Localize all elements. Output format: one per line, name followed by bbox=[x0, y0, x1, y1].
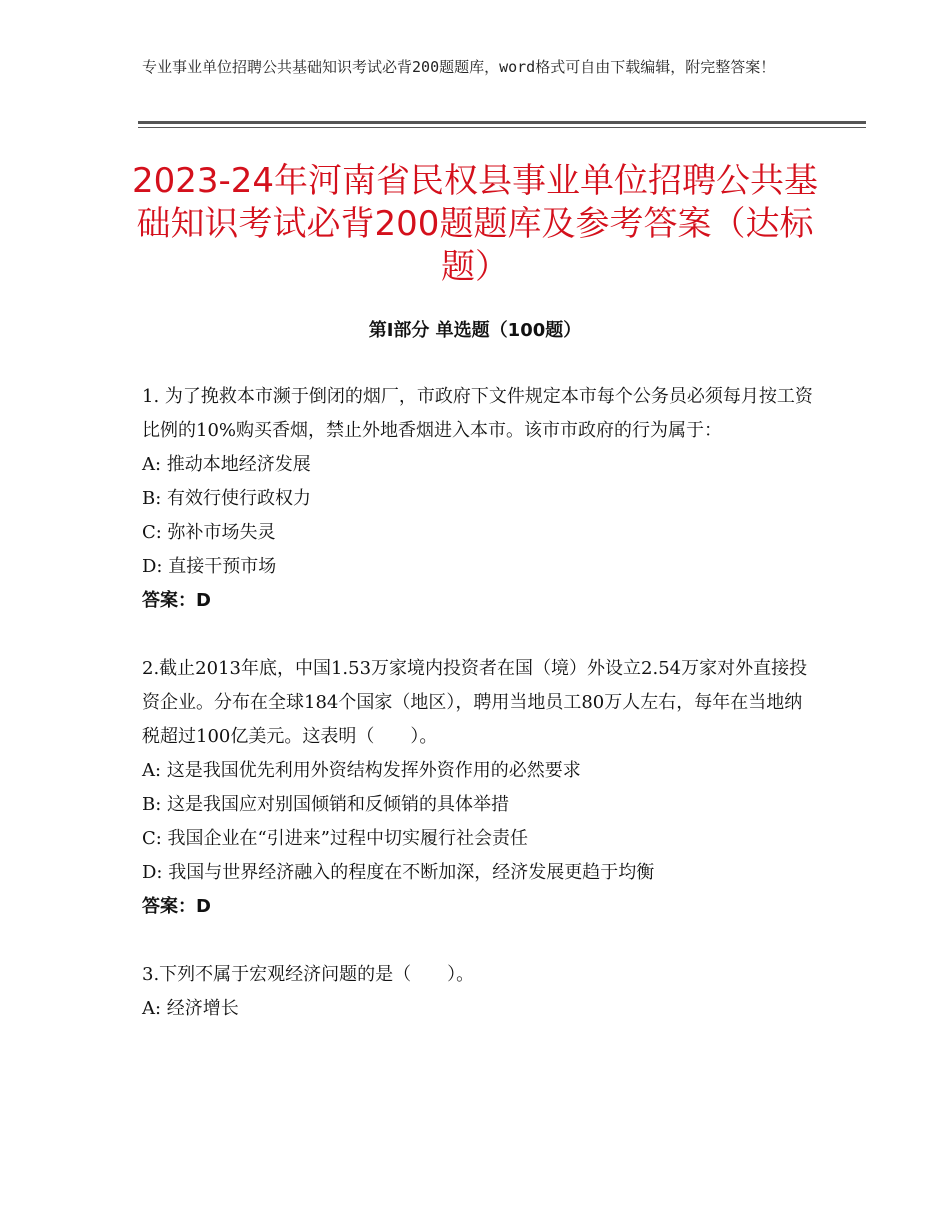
document-title: 2023-24年河南省民权县事业单位招聘公共基础知识考试必背200题题库及参考答案（达标题） bbox=[131, 161, 819, 287]
option-c: C: 我国企业在“引进来”过程中切实履行社会责任 bbox=[142, 828, 528, 849]
answer-label: 答案：D bbox=[142, 896, 211, 917]
question-1 bbox=[142, 380, 814, 618]
header-note: 专业事业单位招聘公共基础知识考试必背200题题库，word格式可自由下载编辑，附完整答案！ bbox=[142, 58, 776, 76]
option-a: A: 经济增长 bbox=[142, 998, 239, 1019]
option-d: D: 直接干预市场 bbox=[142, 556, 277, 577]
question-stem: 1. 为了挽救本市濒于倒闭的烟厂，市政府下文件规定本市每个公务员必须每月按工资比例的10%购买香烟，禁止外地香烟进入本市。该市市政府的行为属于： bbox=[142, 386, 813, 441]
question-list bbox=[142, 380, 814, 1060]
header-rule-thick bbox=[138, 121, 866, 124]
answer-label: 答案：D bbox=[142, 590, 211, 611]
question-3 bbox=[142, 958, 814, 1026]
option-d: D: 我国与世界经济融入的程度在不断加深，经济发展更趋于均衡 bbox=[142, 862, 655, 883]
header-rule-thin bbox=[138, 127, 866, 128]
question-stem: 2.截止2013年底，中国1.53万家境内投资者在国（境）外设立2.54万家对外直接投资企业。分布在全球184个国家（地区），聘用当地员工80万人左右，每年在当地纳税超过100亿美元。这表明（ ）。 bbox=[142, 658, 808, 747]
option-b: B: 有效行使行政权力 bbox=[142, 488, 312, 509]
option-b: B: 这是我国应对别国倾销和反倾销的具体举措 bbox=[142, 794, 510, 815]
option-a: A: 这是我国优先利用外资结构发挥外资作用的必然要求 bbox=[142, 760, 581, 781]
option-a: A: 推动本地经济发展 bbox=[142, 454, 311, 475]
section-heading: 第Ⅰ部分 单选题（100题） bbox=[368, 320, 582, 341]
question-2 bbox=[142, 652, 814, 924]
option-c: C: 弥补市场失灵 bbox=[142, 522, 276, 543]
question-stem: 3.下列不属于宏观经济问题的是（ ）。 bbox=[142, 964, 475, 985]
